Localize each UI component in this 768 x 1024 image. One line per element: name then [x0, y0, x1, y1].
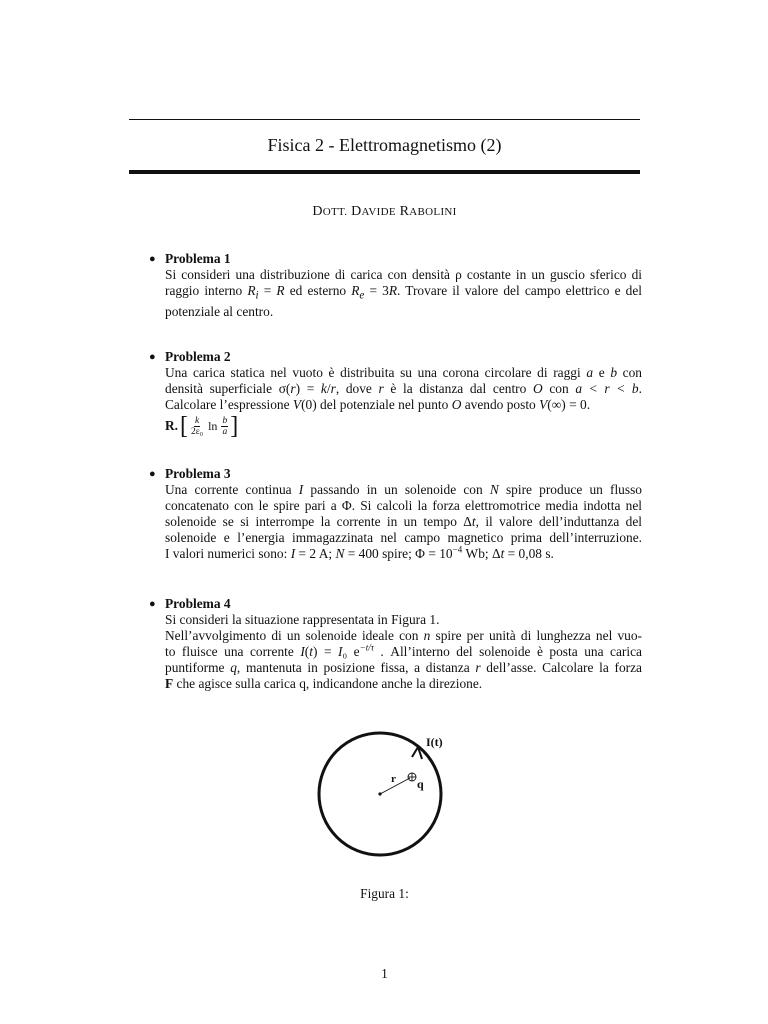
- problem-title: Problema 1: [165, 251, 231, 266]
- current-label: I(t): [426, 735, 443, 749]
- problem-text-line: Una corrente continua I passando in un solenoide con N spire produce un flusso: [165, 482, 642, 498]
- problem-text-line: potenziale al centro.: [165, 303, 274, 319]
- problem-text-line: Si consideri la situazione rappresentata in Figura 1.: [165, 612, 440, 628]
- bullet-icon: ●: [149, 351, 156, 363]
- problem-text-line: Una carica statica nel vuoto è distribuita su una corona circolare di raggi a e b con: [165, 365, 642, 381]
- charge-label: q: [417, 777, 424, 791]
- author: DOTT. DAVIDE RABOLINI: [312, 204, 457, 219]
- problem-title: Problema 2: [165, 349, 231, 364]
- problem-text-line: Si consideri una distribuzione di carica con densità ρ costante in un guscio sferico di: [165, 267, 642, 283]
- problem-text-line: to fluisce una corrente I(t) = I₀ $e^{-t/\tau}$ . All’interno del solenoide è posta una carica: [165, 642, 642, 660]
- radius-label: r: [391, 773, 396, 785]
- problem-text-line: Calcolare l’espressione V(0) del potenziale nel punto O avendo posto V(∞) = 0.: [165, 397, 591, 413]
- page-title: Fisica 2 - Elettromagnetismo (2): [267, 135, 502, 155]
- problem-text-line: solenoide se si interrompe la corrente in un tempo Δt, il valore dell’induttanza del: [165, 514, 642, 530]
- problem-title: Problema 4: [165, 596, 231, 611]
- problem-text-line: I valori numerici sono: I = 2 A; N = 400 spire; $\Phi = 10^{-4}$ Wb; Δt = 0,08 s.: [165, 545, 554, 562]
- page-number: 1: [381, 966, 388, 981]
- figure-caption: Figura 1:: [360, 886, 409, 901]
- problem-text-line: Nell’avvolgimento di un solenoide ideale con n spire per unità di lunghezza nel vuo-: [165, 628, 642, 644]
- problem-title: Problema 3: [165, 466, 231, 481]
- bullet-icon: ●: [149, 253, 156, 265]
- problem-text-line: solenoide e l’energia immagazzinata nel campo magnetico prima dell’interruzione.: [165, 530, 642, 546]
- answer-formula: R. [ $\frac{k}{\text{2ε₀}}$ ln $\frac{b}{a}$ ]: [165, 412, 239, 441]
- problem-text-line: puntiforme q, mantenuta in posizione fissa, a distanza r dell’asse. Calcolare la forza: [165, 660, 642, 676]
- problem-text-line: raggio interno $R_i = R$ ed esterno $R_e = 3R$. Trovare il valore del campo elettrico e del: [165, 283, 642, 302]
- problem-text-line: F che agisce sulla carica q, indicandone anche la direzione.: [165, 676, 483, 692]
- problem-text-line: concatenato con le spire pari a Φ. Si calcoli la forza elettromotrice media indotta nel: [165, 498, 642, 514]
- problem-text-line: densità superficiale σ(r) = k/r, dove r è la distanza dal centro O con a < r < b.: [165, 381, 642, 397]
- bullet-icon: ●: [149, 468, 156, 480]
- bullet-icon: ●: [149, 598, 156, 610]
